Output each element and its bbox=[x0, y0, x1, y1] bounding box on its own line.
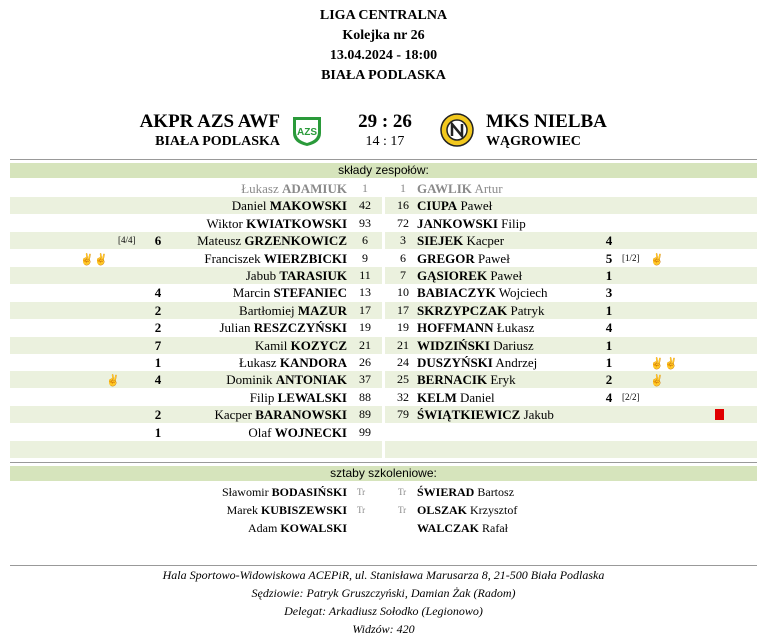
home-suspensions bbox=[106, 371, 120, 388]
delegate: Delegat: Arkadiusz Sołodko (Legionowo) bbox=[284, 604, 483, 618]
away-player-number: 3 bbox=[400, 233, 406, 248]
home-player-number: 26 bbox=[359, 355, 371, 369]
away-player-goals: 1 bbox=[605, 337, 613, 353]
home-team bbox=[120, 111, 280, 151]
home-player-penalties: [4/4] bbox=[118, 235, 136, 246]
spectators: Widzów: 420 bbox=[352, 622, 415, 636]
squad-row bbox=[10, 441, 757, 458]
squad-row bbox=[10, 424, 757, 441]
squad-row bbox=[10, 319, 757, 336]
away-player-name: SIEJEK Kacper bbox=[417, 233, 505, 249]
home-logo-text: AZS bbox=[297, 127, 317, 138]
away-player-name: GAWLIK Artur bbox=[417, 181, 503, 196]
suspension-icon: ✌ bbox=[650, 375, 664, 388]
home-player-number: 13 bbox=[359, 285, 371, 300]
home-player-goals bbox=[150, 180, 166, 197]
home-player-name: Wiktor KWIATKOWSKI bbox=[206, 215, 347, 231]
away-player-penalties: [2/2] bbox=[622, 391, 640, 402]
away-player-goals bbox=[601, 215, 617, 232]
home-cell-bg bbox=[10, 441, 382, 458]
away-player-number: 24 bbox=[397, 355, 409, 369]
away-player-goals: 4 bbox=[605, 320, 613, 336]
home-player-number: 37 bbox=[359, 372, 371, 387]
referees: Sędziowie: Patryk Gruszczyński, Damian Żak (Radom) bbox=[251, 586, 516, 600]
home-player-number: 21 bbox=[359, 337, 371, 352]
home-player-name: Łukasz ADAMIUK bbox=[241, 181, 347, 196]
divider bbox=[10, 462, 757, 463]
home-player-goals: 6 bbox=[154, 233, 162, 249]
home-player-number: 42 bbox=[359, 198, 371, 213]
round-label: Kolejka nr 26 bbox=[342, 28, 425, 43]
away-team-logo bbox=[440, 113, 474, 147]
away-suspensions bbox=[650, 354, 678, 371]
away-suspensions bbox=[650, 250, 664, 267]
home-staff-role: Tr bbox=[357, 487, 366, 497]
home-player-name: Bartłomiej MAZUR bbox=[239, 302, 347, 318]
home-player-number: 93 bbox=[359, 215, 371, 230]
away-player-number: 79 bbox=[397, 407, 409, 422]
home-player-name: Kamil KOZYCZ bbox=[254, 337, 347, 353]
squad-row bbox=[10, 302, 757, 319]
league-title: LIGA CENTRALNA bbox=[319, 8, 448, 23]
away-player-number: 16 bbox=[397, 198, 409, 213]
away-player-goals: 4 bbox=[605, 233, 613, 249]
home-player-number: 9 bbox=[362, 250, 368, 265]
away-staff-role: Tr bbox=[398, 487, 407, 497]
squad-row bbox=[10, 354, 757, 371]
home-staff-row: Marek KUBISZEWSKI bbox=[226, 503, 347, 517]
home-suspensions bbox=[80, 250, 108, 267]
home-player-name: Franciszek WIERZBICKI bbox=[204, 250, 347, 266]
home-player-name: Mateusz GRZENKOWICZ bbox=[197, 233, 347, 249]
away-player-number: 25 bbox=[397, 372, 409, 387]
home-player-number: 1 bbox=[362, 181, 368, 195]
home-player-goals: 4 bbox=[154, 285, 162, 301]
home-player-goals: 1 bbox=[154, 355, 162, 370]
squads-header: składy zespołów: bbox=[10, 163, 757, 178]
home-player-goals: 2 bbox=[154, 320, 162, 336]
away-suspensions bbox=[650, 371, 664, 388]
home-player-goals bbox=[150, 197, 166, 214]
away-player-goals: 3 bbox=[605, 285, 613, 301]
home-player-number: 11 bbox=[359, 268, 371, 282]
away-player-goals: 5 bbox=[605, 250, 613, 266]
away-player-name: ŚWIĄTKIEWICZ Jakub bbox=[417, 407, 554, 423]
squad-row bbox=[10, 267, 757, 284]
away-player-name: BERNACIK Eryk bbox=[417, 372, 516, 388]
away-player-goals: 1 bbox=[605, 355, 613, 370]
home-player-number: 19 bbox=[359, 320, 371, 335]
away-player-number: 7 bbox=[400, 268, 406, 282]
home-staff-row: Sławomir BODASIŃSKI bbox=[221, 485, 347, 499]
home-team-logo bbox=[290, 113, 324, 147]
away-team bbox=[486, 111, 686, 151]
away-player-name: BABIACZYK Wojciech bbox=[417, 285, 548, 301]
home-player-number: 88 bbox=[359, 389, 371, 404]
home-player-goals: 4 bbox=[154, 372, 162, 388]
home-player-name: Kacper BARANOWSKI bbox=[214, 407, 347, 423]
squad-row bbox=[10, 197, 757, 214]
away-player-goals: 1 bbox=[605, 302, 613, 318]
away-player-goals: 4 bbox=[605, 389, 613, 405]
away-player-name: SKRZYPCZAK Patryk bbox=[417, 302, 545, 318]
red-card-icon bbox=[715, 409, 724, 420]
away-player-name: DUSZYŃSKI Andrzej bbox=[417, 355, 538, 370]
squad-row bbox=[10, 232, 757, 249]
home-player-goals: 2 bbox=[154, 302, 162, 318]
away-team-name: MKS NIELBA bbox=[486, 111, 607, 132]
away-team-city: WĄGROWIEC bbox=[486, 134, 581, 149]
away-player-name: WIDZIŃSKI Dariusz bbox=[417, 337, 534, 353]
away-player-number: 1 bbox=[400, 181, 406, 195]
squad-row bbox=[10, 406, 757, 423]
away-player-name: HOFFMANN Łukasz bbox=[417, 320, 535, 336]
home-player-name: Marcin STEFANIEC bbox=[232, 285, 347, 301]
away-staff-row: WALCZAK Rafał bbox=[417, 521, 509, 535]
home-staff-role: Tr bbox=[357, 505, 366, 515]
away-player-number: 10 bbox=[397, 285, 409, 300]
venue-city: BIAŁA PODLASKA bbox=[321, 68, 446, 83]
half-time-score: 14 : 17 bbox=[365, 134, 405, 149]
full-time-score: 29 : 26 bbox=[358, 111, 412, 132]
squad-row bbox=[10, 284, 757, 301]
away-player-goals bbox=[601, 406, 617, 423]
away-player-goals: 1 bbox=[605, 268, 613, 283]
away-staff-role: Tr bbox=[398, 505, 407, 515]
squad-row bbox=[10, 180, 757, 197]
squad-row bbox=[10, 371, 757, 388]
away-player-goals: 2 bbox=[605, 372, 613, 388]
home-player-number: 99 bbox=[359, 424, 371, 439]
suspension-icon: ✌ bbox=[80, 253, 94, 266]
squad-row bbox=[10, 250, 757, 267]
home-player-number: 89 bbox=[359, 407, 371, 422]
home-staff-row: Adam KOWALSKI bbox=[247, 521, 347, 535]
away-player-number: 19 bbox=[397, 320, 409, 335]
home-player-goals: 1 bbox=[154, 424, 162, 440]
home-player-goals: 7 bbox=[154, 337, 162, 353]
home-player-name: Olaf WOJNECKI bbox=[248, 424, 347, 440]
away-player-number: 17 bbox=[397, 302, 409, 317]
suspension-icon: ✌ bbox=[106, 375, 120, 388]
venue-hall: Hala Sportowo-Widowiskowa ACEPiR, ul. Stanisława Marusarza 8, 21-500 Biała Podlaska bbox=[162, 568, 605, 582]
home-player-name: Filip LEWALSKI bbox=[249, 389, 347, 405]
away-player-name: GREGOR Paweł bbox=[417, 250, 510, 266]
away-player-name: GĄSIOREK Paweł bbox=[417, 268, 523, 283]
away-player-goals bbox=[601, 180, 617, 197]
away-player-penalties: [1/2] bbox=[622, 252, 640, 263]
away-player-number: 72 bbox=[397, 215, 409, 230]
divider bbox=[10, 565, 757, 566]
home-player-goals bbox=[150, 389, 166, 406]
away-player-name: CIUPA Paweł bbox=[417, 198, 493, 214]
squad-row bbox=[10, 337, 757, 354]
suspension-icon: ✌ bbox=[664, 358, 678, 370]
home-player-goals bbox=[150, 250, 166, 267]
away-player-name: JANKOWSKI Filip bbox=[417, 215, 526, 231]
away-staff-row: OLSZAK Krzysztof bbox=[417, 503, 518, 517]
squad-row bbox=[10, 215, 757, 232]
squad-row bbox=[10, 389, 757, 406]
home-team-name: AKPR AZS AWF bbox=[139, 111, 280, 132]
away-player-goals bbox=[601, 197, 617, 214]
suspension-icon: ✌ bbox=[650, 253, 664, 266]
away-player-number: 32 bbox=[397, 389, 409, 404]
home-player-goals bbox=[150, 267, 166, 284]
divider bbox=[10, 159, 757, 160]
home-player-name: Julian RESZCZYŃSKI bbox=[219, 320, 347, 336]
home-player-goals bbox=[150, 215, 166, 232]
away-cell-bg bbox=[385, 424, 757, 441]
away-player-number: 6 bbox=[400, 250, 406, 265]
away-player-number: 21 bbox=[397, 337, 409, 352]
match-datetime: 13.04.2024 - 18:00 bbox=[329, 48, 438, 63]
suspension-icon: ✌ bbox=[650, 358, 664, 370]
home-player-name: Daniel MAKOWSKI bbox=[231, 198, 347, 214]
home-player-name: Jabub TARASIUK bbox=[245, 268, 347, 283]
staff-header: sztaby szkoleniowe: bbox=[10, 466, 757, 481]
home-player-name: Dominik ANTONIAK bbox=[226, 372, 347, 388]
home-player-number: 6 bbox=[362, 233, 368, 248]
home-player-number: 17 bbox=[359, 302, 371, 317]
suspension-icon: ✌ bbox=[94, 253, 108, 266]
home-player-goals: 2 bbox=[154, 407, 162, 423]
home-player-name: Łukasz KANDORA bbox=[239, 355, 347, 370]
away-cell-bg bbox=[385, 441, 757, 458]
home-team-city: BIAŁA PODLASKA bbox=[155, 134, 280, 149]
away-player-name: KELM Daniel bbox=[417, 389, 495, 405]
away-staff-row: ŚWIERAD Bartosz bbox=[417, 485, 515, 499]
